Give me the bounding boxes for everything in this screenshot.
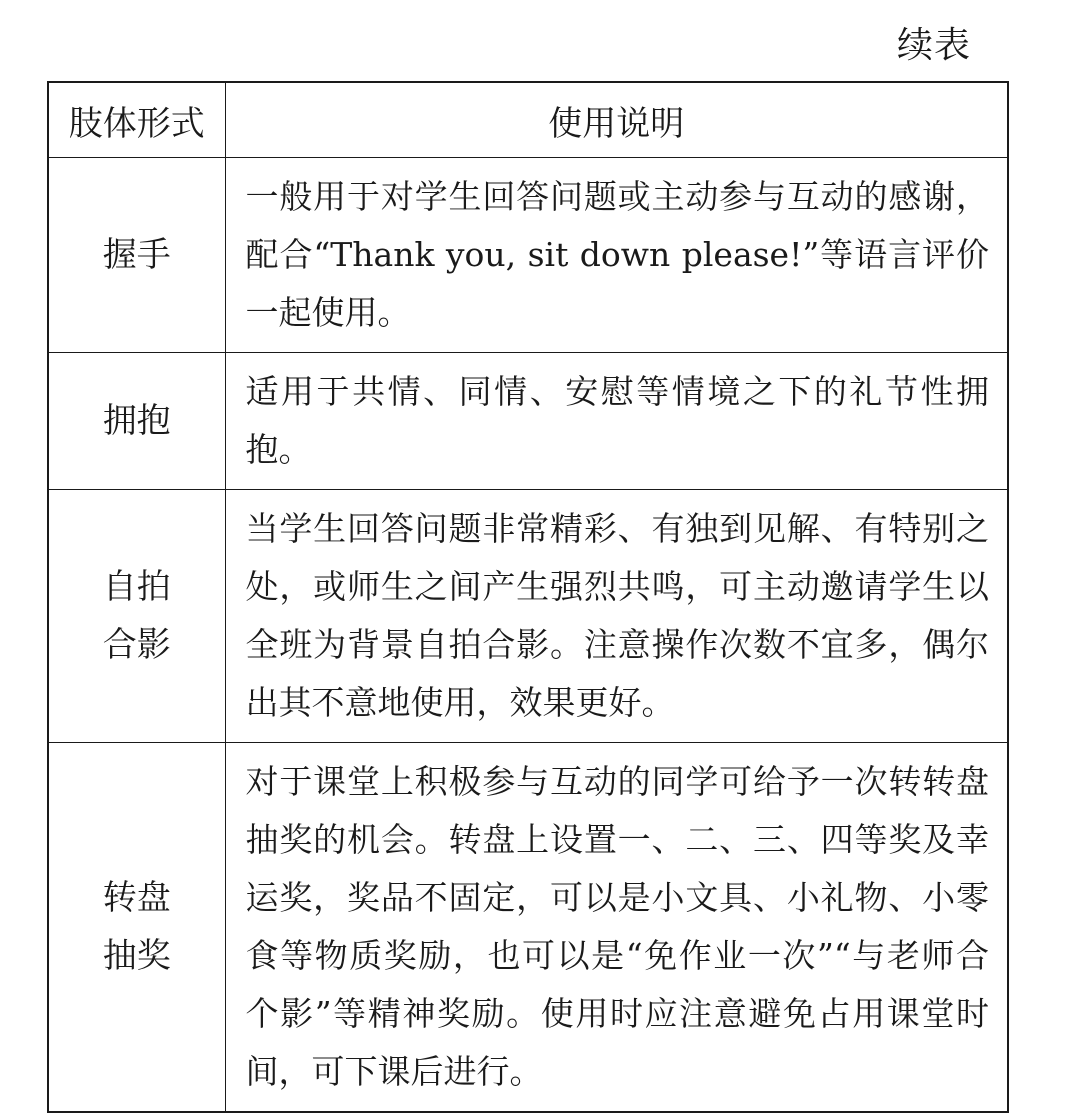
form-label: 握手 [102, 235, 171, 275]
body-language-table [47, 81, 1009, 1113]
continued-table-label: 续表 [896, 25, 971, 66]
form-label: 拥抱 [102, 401, 171, 441]
row-form-lottery [48, 743, 225, 1113]
table-row [48, 158, 1008, 353]
form-label-line-1: 转盘 [102, 878, 171, 918]
header-description: 使用说明 [225, 82, 1008, 158]
row-description-handshake: 一般用于对学生回答问题或主动参与互动的感谢，配合“Thank you, sit down please!”等语言评价一起使用。 [225, 158, 1008, 353]
row-description-selfie: 当学生回答问题非常精彩、有独到见解、有特别之处，或师生之间产生强烈共鸣，可主动邀请学生以全班为背景自拍合影。注意操作次数不宜多，偶尔出其不意地使用，效果更好。 [225, 490, 1008, 743]
table-header-row [48, 82, 1008, 158]
row-form-hug [48, 353, 225, 490]
row-description-hug: 适用于共情、同情、安慰等情境之下的礼节性拥抱。 [225, 353, 1008, 490]
row-description-lottery: 对于课堂上积极参与互动的同学可给予一次转转盘抽奖的机会。转盘上设置一、二、三、四等奖及幸运奖，奖品不固定，可以是小文具、小礼物、小零食等物质奖励，也可以是“免作业一次”“与老师合个影”等精神奖励。使用时应注意避免占用课堂时间，可下课后进行。 [225, 743, 1008, 1113]
table-row [48, 490, 1008, 743]
form-label-line-2: 合影 [102, 625, 171, 665]
header-form: 肢体形式 [48, 82, 225, 158]
row-form-selfie [48, 490, 225, 743]
form-label-line-1: 自拍 [102, 567, 171, 607]
table-row [48, 743, 1008, 1113]
row-form-handshake [48, 158, 225, 353]
table-row [48, 353, 1008, 490]
form-label-line-2: 抽奖 [102, 936, 171, 976]
